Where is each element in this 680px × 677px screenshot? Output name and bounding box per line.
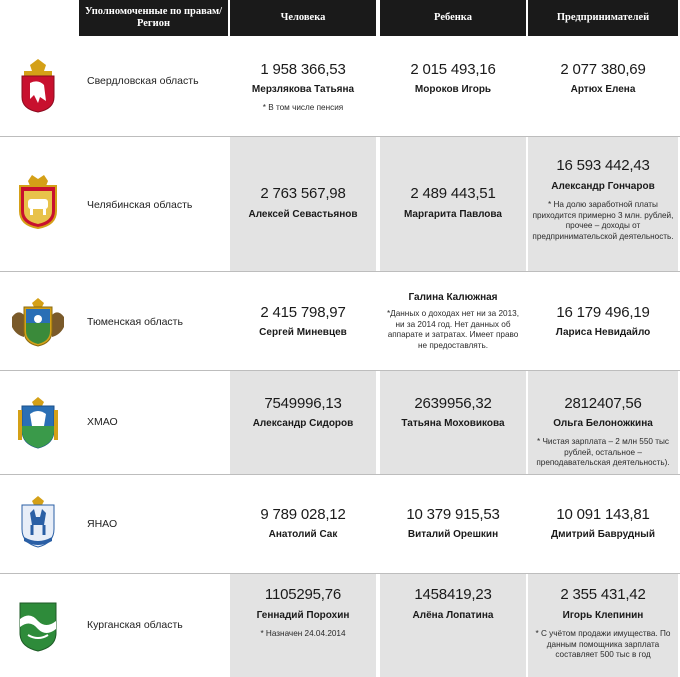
region-name: Свердловская область: [87, 75, 199, 87]
person-name: Алексей Севастьянов: [248, 209, 358, 220]
person-name: Виталий Орешкин: [407, 529, 499, 540]
amount: 2 489 443,51: [410, 185, 496, 202]
header-region: Уполномоченные по правам/Регион: [79, 0, 228, 36]
table-row-yanao: [0, 475, 680, 573]
amount: 7549996,13: [264, 395, 342, 412]
amount: 2 415 798,97: [260, 304, 346, 321]
child-cell: [380, 574, 526, 677]
person-name: Татьяна Моховикова: [401, 418, 505, 429]
person-name: Мерзлякова Татьяна: [251, 84, 355, 95]
person-name: Мороков Игорь: [414, 84, 492, 95]
business-cell: [528, 574, 678, 677]
amount: 2 355 431,42: [560, 586, 646, 603]
child-cell: [380, 137, 526, 271]
amount: 2 077 380,69: [560, 61, 646, 78]
person-name: Галина Калюжная: [408, 292, 498, 303]
amount: 2639956,32: [414, 395, 492, 412]
region-name: ХМАО: [87, 416, 118, 428]
person-name: Александр Сидоров: [252, 418, 354, 429]
amount: 16 179 496,19: [556, 304, 650, 321]
region-name: Челябинская область: [87, 199, 193, 211]
region-name: Тюменская область: [87, 316, 183, 328]
child-cell: [380, 475, 526, 573]
sverdlovsk-emblem-icon: [12, 57, 64, 113]
table-row-khmao: [0, 371, 680, 474]
person-name: Дмитрий Баврудный: [550, 529, 655, 540]
amount: 1458419,23: [414, 586, 492, 603]
child-cell: [380, 37, 526, 136]
amount: 16 593 442,43: [556, 157, 650, 174]
child-cell: [380, 371, 526, 474]
footnote: * В том числе пенсия: [262, 103, 344, 112]
business-cell: [528, 371, 678, 474]
footnote: *Данных о доходах нет ни за 2013, ни за 2014 год. Нет данных об аппарате и затратах. Имеет право не предоставлять.: [387, 309, 519, 350]
amount: 2 763 567,98: [260, 185, 346, 202]
person-name: Александр Гончаров: [551, 181, 655, 192]
person-name: Артюх Елена: [570, 84, 636, 95]
footnote: * Назначен 24.04.2014: [260, 629, 346, 638]
amount: 9 789 028,12: [260, 506, 346, 523]
person-name: Ольга Белоножкина: [553, 418, 653, 429]
person-cell: [230, 137, 376, 271]
chelyabinsk-emblem-icon: [12, 173, 64, 229]
header-business: Предпринимателей: [528, 0, 678, 36]
amount: 10 091 143,81: [556, 506, 650, 523]
person-name: Анатолий Сак: [268, 529, 338, 540]
footnote: * На долю заработной платы приходится примерно 3 млн. рублей, прочее – доходы от предпринимательской деятельность.: [532, 200, 674, 241]
table-row-sverdlovsk: [0, 37, 680, 136]
person-cell: [230, 37, 376, 136]
footnote: * Чистая зарплата – 2 млн 550 тыс рублей, остальное – преподавательская деятельность).: [536, 437, 670, 467]
person-cell: [230, 475, 376, 573]
khmao-emblem-icon: [12, 395, 64, 451]
amount: 1 958 366,53: [260, 61, 346, 78]
person-cell: [230, 371, 376, 474]
person-name: Алёна Лопатина: [412, 610, 494, 621]
region-name: ЯНАО: [87, 518, 118, 530]
business-cell: [528, 37, 678, 136]
person-name: Маргарита Павлова: [403, 209, 502, 220]
table-row-chelyabinsk: [0, 137, 680, 271]
person-name: Лариса Невидайло: [555, 327, 651, 338]
header-child: Ребенка: [380, 0, 526, 36]
business-cell: [528, 137, 678, 271]
region-name: Курганская область: [87, 619, 183, 631]
person-name: Сергей Миневцев: [259, 327, 347, 338]
footnote: * С учётом продажи имущества. По данным помощника зарплата составляет 500 тыс в год: [535, 629, 671, 659]
amount: 2812407,56: [564, 395, 642, 412]
person-cell: [230, 574, 376, 677]
child-cell: [380, 272, 526, 370]
business-cell: [528, 475, 678, 573]
person-cell: [230, 272, 376, 370]
amount: 1105295,76: [264, 586, 342, 603]
table-header: [0, 0, 680, 36]
person-name: Геннадий Порохин: [256, 610, 350, 621]
yanao-emblem-icon: [12, 495, 64, 551]
table-row-tyumen: [0, 272, 680, 370]
table-row-kurgan: [0, 574, 680, 677]
amount: 10 379 915,53: [406, 506, 500, 523]
amount: 2 015 493,16: [410, 61, 496, 78]
person-name: Игорь Клепинин: [562, 610, 644, 621]
header-person: Человека: [230, 0, 376, 36]
tyumen-emblem-icon: [8, 294, 68, 350]
business-cell: [528, 272, 678, 370]
kurgan-emblem-icon: [12, 598, 64, 654]
